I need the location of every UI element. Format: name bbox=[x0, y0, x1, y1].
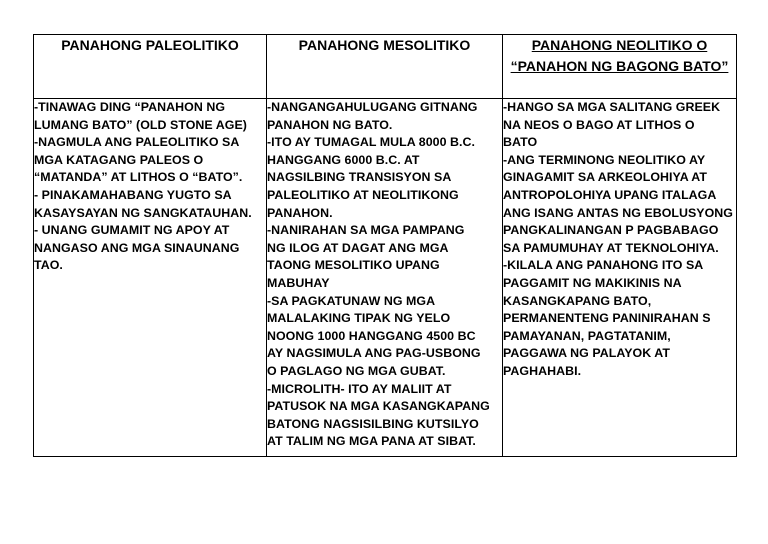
text-line: AT TALIM NG MGA PANA AT SIBAT. bbox=[267, 434, 476, 449]
text-line: PATUSOK NA MGA KASANGKAPANG bbox=[267, 399, 490, 414]
text-line: PAMAYANAN, PAGTATANIM, bbox=[503, 328, 671, 343]
text-line: - PINAKAMAHABANG YUGTO SA bbox=[34, 187, 232, 202]
text-line: PAGGAWA NG PALAYOK AT bbox=[503, 346, 670, 361]
text-line: HANGGANG 6000 B.C. AT bbox=[267, 152, 420, 167]
text-line: KASANGKAPANG BATO, bbox=[503, 293, 652, 308]
text-line: PALEOLITIKO AT NEOLITIKONG bbox=[267, 187, 459, 202]
text-line: MALALAKING TIPAK NG YELO bbox=[267, 311, 451, 326]
text-line: TAONG MESOLITIKO UPANG bbox=[267, 258, 440, 273]
header-row bbox=[34, 35, 737, 99]
text-line: O PAGLAGO NG MGA GUBAT. bbox=[267, 363, 446, 378]
text-line: ANTROPOLOHIYA UPANG ITALAGA bbox=[503, 187, 717, 202]
text-line: TAO. bbox=[34, 258, 63, 273]
text-line: KASAYSAYAN NG SANGKATAUHAN. bbox=[34, 205, 252, 220]
text-line: -SA PAGKATUNAW NG MGA bbox=[267, 293, 436, 308]
text-line: NG ILOG AT DAGAT ANG MGA bbox=[267, 240, 449, 255]
text-line: PAGGAMIT NG MAKIKINIS NA bbox=[503, 275, 682, 290]
header-mesolitiko: PANAHONG MESOLITIKO bbox=[267, 35, 503, 99]
text-line: -KILALA ANG PANAHONG ITO SA bbox=[503, 258, 704, 273]
text-line: PANAHON. bbox=[267, 205, 333, 220]
content-row bbox=[34, 99, 737, 457]
header-paleolitiko: PANAHONG PALEOLITIKO bbox=[34, 35, 267, 99]
text-line: -HANGO SA MGA SALITANG GREEK bbox=[503, 100, 721, 114]
text-line: -ITO AY TUMAGAL MULA 8000 B.C. bbox=[267, 135, 476, 150]
text-line: “MATANDA” AT LITHOS O “BATO”. bbox=[34, 170, 243, 185]
text-line: NA NEOS O BAGO AT LITHOS O bbox=[503, 117, 695, 132]
text-line: BATONG NAGSISILBING KUTSILYO bbox=[267, 416, 479, 431]
text-line: -NAGMULA ANG PALEOLITIKO SA bbox=[34, 135, 240, 150]
text-line: -NANIRAHAN SA MGA PAMPANG bbox=[267, 223, 465, 238]
text-line: SA PAMUMUHAY AT TEKNOLOHIYA. bbox=[503, 240, 719, 255]
text-line: -ANG TERMINONG NEOLITIKO AY bbox=[503, 152, 706, 167]
text-line: NOONG 1000 HANGGANG 4500 BC bbox=[267, 328, 476, 343]
header-neolitiko: PANAHONG NEOLITIKO O “PANAHON NG BAGONG BATO” bbox=[503, 35, 737, 99]
cell-paleolitiko bbox=[34, 99, 267, 457]
text-line: LUMANG BATO” (OLD STONE AGE) bbox=[34, 117, 247, 132]
text-line: GINAGAMIT SA ARKEOLOHIYA AT bbox=[503, 170, 707, 185]
text-line: -NANGANGAHULUGANG GITNANG bbox=[267, 100, 478, 114]
text-line: - UNANG GUMAMIT NG APOY AT bbox=[34, 223, 230, 238]
text-line: NAGSILBING TRANSISYON SA bbox=[267, 170, 452, 185]
comparison-table bbox=[33, 34, 737, 457]
text-line: MGA KATAGANG PALEOS O bbox=[34, 152, 204, 167]
cell-mesolitiko bbox=[267, 99, 503, 457]
text-line: PANAHON NG BATO. bbox=[267, 117, 393, 132]
text-line: PANGKALINANGAN P PAGBABAGO bbox=[503, 223, 719, 238]
cell-neolitiko bbox=[503, 99, 737, 457]
text-line: MABUHAY bbox=[267, 275, 330, 290]
text-line: PAGHAHABI. bbox=[503, 363, 582, 378]
text-line: BATO bbox=[503, 135, 538, 150]
text-line: PERMANENTENG PANINIRAHAN S bbox=[503, 311, 711, 326]
text-line: AY NAGSIMULA ANG PAG-USBONG bbox=[267, 346, 481, 361]
text-line: -MICROLITH- ITO AY MALIIT AT bbox=[267, 381, 452, 396]
text-line: NANGASO ANG MGA SINAUNANG bbox=[34, 240, 240, 255]
text-line: -TINAWAG DING “PANAHON NG bbox=[34, 100, 226, 114]
text-line: ANG ISANG ANTAS NG EBOLUSYONG bbox=[503, 205, 733, 220]
